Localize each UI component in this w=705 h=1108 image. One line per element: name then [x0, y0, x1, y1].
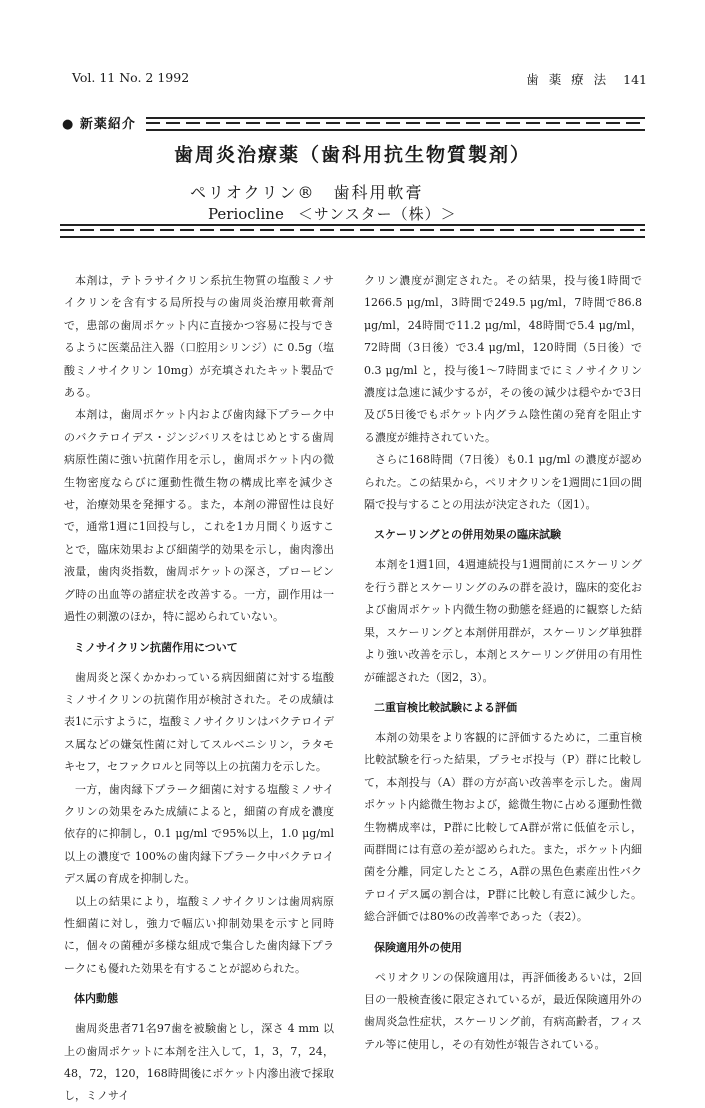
running-header	[526, 70, 647, 88]
section-heading: 保険適用外の使用	[374, 940, 462, 954]
paragraph: さらに168時間（7日後）も0.1 μg/ml の濃度が認められた。この結果から，ペリオクリンを1週間に1回の間隔で投与することの用法が決定された（図1）。	[364, 453, 642, 512]
product-line-en	[208, 203, 457, 224]
left-column	[64, 270, 334, 1108]
header-rule-top	[146, 117, 645, 131]
right-column	[364, 270, 642, 1056]
paragraph: クリン濃度が測定された。その結果，投与後1時間で 1266.5 μg/ml，3時間で249.5 μg/ml，7時間で86.8 μg/ml，24時間で11.2 μg/ml，48時間で5.4 μg/ml，72時間（3日後）で3.4 μg/ml，120時間（5日後）で 0.3 μg/ml と，投与後1～7時間までにミノサイクリン濃度は急速に減少するが，その後の減少は穏やかで3日及び5日後でもポケット内グラム陰性菌の発育を阻止する濃度が維持されていた。	[364, 274, 642, 444]
article-title: 歯周炎治療薬（歯科用抗生物質製剤）	[173, 144, 531, 166]
page-number: 141	[623, 72, 647, 87]
paragraph: 本剤は，歯周ポケット内および歯肉縁下プラーク中のバクテロイデス・ジンジバリスをはじめとする歯周病原性菌に強い抗菌作用を示し，歯周ポケット内の微生物密度ならびに運動性微生物の構成比率を減少させ，治療効果を発揮する。また，本剤の滞留性は良好で，通常1週に1回投与し，これを1カ月間くり返すことで，臨床効果および細菌学的効果を示し，歯肉滲出液量，歯肉炎指数，歯周ポケットの深さ，プロービング時の出血等の諸症状を改善する。一方，副作用は一過性の刺激のほか，特に認められていない。	[64, 408, 334, 624]
manufacturer: ＜サンスター（株）＞	[297, 205, 457, 223]
product-name-jp: ペリオクリン®	[190, 183, 316, 202]
paragraph: 歯周炎患者71名97歯を被験歯とし，深さ 4 mm 以上の歯周ポケットに本剤を注入して，1，3，7，24，48，72，120，168時間後にポケット内滲出液で採取し，ミノサイ	[64, 1022, 334, 1103]
paragraph: 本剤は，テトラサイクリン系抗生物質の塩酸ミノサイクリンを含有する局所投与の歯周炎治療用軟膏剤で，患部の歯周ポケット内に直接かつ容易に投与できるように医薬品注入器（口腔用シリンジ）に 0.5g（塩酸ミノサイクリン 10mg）が充填されたキット製品である。	[64, 274, 334, 400]
section-label: ● 新薬紹介	[62, 117, 136, 132]
section-heading: スケーリングとの併用効果の臨床試験	[374, 528, 561, 542]
paragraph: 本剤を1週1回，4週連続投与1週間前にスケーリングを行う群とスケーリングのみの群を設け，臨床的変化および歯周ポケット内微生物の動態を経過的に観察した結果，スケーリングと本剤併用群が，スケーリング単独群より強い改善を示し，本剤とスケーリング併用の有用性が確認された（図2，3）。	[364, 558, 642, 684]
paragraph: 歯周炎と深くかかわっている病因細菌に対する塩酸ミノサイクリンの抗菌作用が検討された。その成績は表1に示すように，塩酸ミノサイクリンはバクテロイデス属などの嫌気性菌に対してスルベニシリン，ラタモキセフ，セファクロルと同等以上の抗菌力を示した。	[64, 670, 334, 774]
paragraph: ペリオクリンの保険適用は，再評価後あるいは，2回目の一般検査後に限定されているが，最近保険適用外の歯周炎急性症状，スケーリング前，有病高齢者，フィステル等に使用し，その有効性が報告されている。	[364, 970, 642, 1051]
paragraph: 以上の結果により，塩酸ミノサイクリンは歯周病原性細菌に対し，強力で幅広い抑制効果を示すと同時に，個々の菌種が多様な組成で集合した歯肉縁下プラークにも優れた効果を有することが認められた。	[64, 894, 334, 975]
paragraph: 一方，歯肉縁下プラーク細菌に対する塩酸ミノサイクリンの効果をみた成績によると，細菌の育成を濃度依存的に抑制し，0.1 μg/ml で95%以上，1.0 μg/ml 以上の濃度で 100%の歯肉縁下プラーク中バクテロイデス属の育成を抑制した。	[64, 782, 334, 886]
product-category: 歯科用軟膏	[333, 183, 424, 202]
journal-name: 歯 薬 療 法	[526, 72, 610, 87]
paragraph: 本剤の効果をより客観的に評価するために，二重盲検比較試験を行った結果，プラセボ投与（P）群に比較して，本剤投与（A）群の方が高い改善率を示した。歯周ポケット内総微生物および，総微生物に占める運動性微生物構成率は，P群に比較してA群が常に低値を示し，両群間には有意の差が認められた。また，ポケット内細菌を分離，同定したところ，A群の黒色色素産出性バクテロイデス属の割合は，P群に比較し有意に減少した。総合評価では80%の改善率であった（表2）。	[364, 730, 642, 924]
product-name-en: Periocline	[208, 205, 284, 223]
journal-volume: Vol. 11 No. 2 1992	[72, 70, 190, 85]
section-heading: 二重盲検比較試験による評価	[374, 700, 517, 714]
section-heading: ミノサイクリン抗菌作用について	[74, 640, 238, 654]
header-rule-bottom	[60, 224, 645, 238]
section-heading: 体内動態	[74, 992, 118, 1006]
product-line	[190, 180, 424, 203]
